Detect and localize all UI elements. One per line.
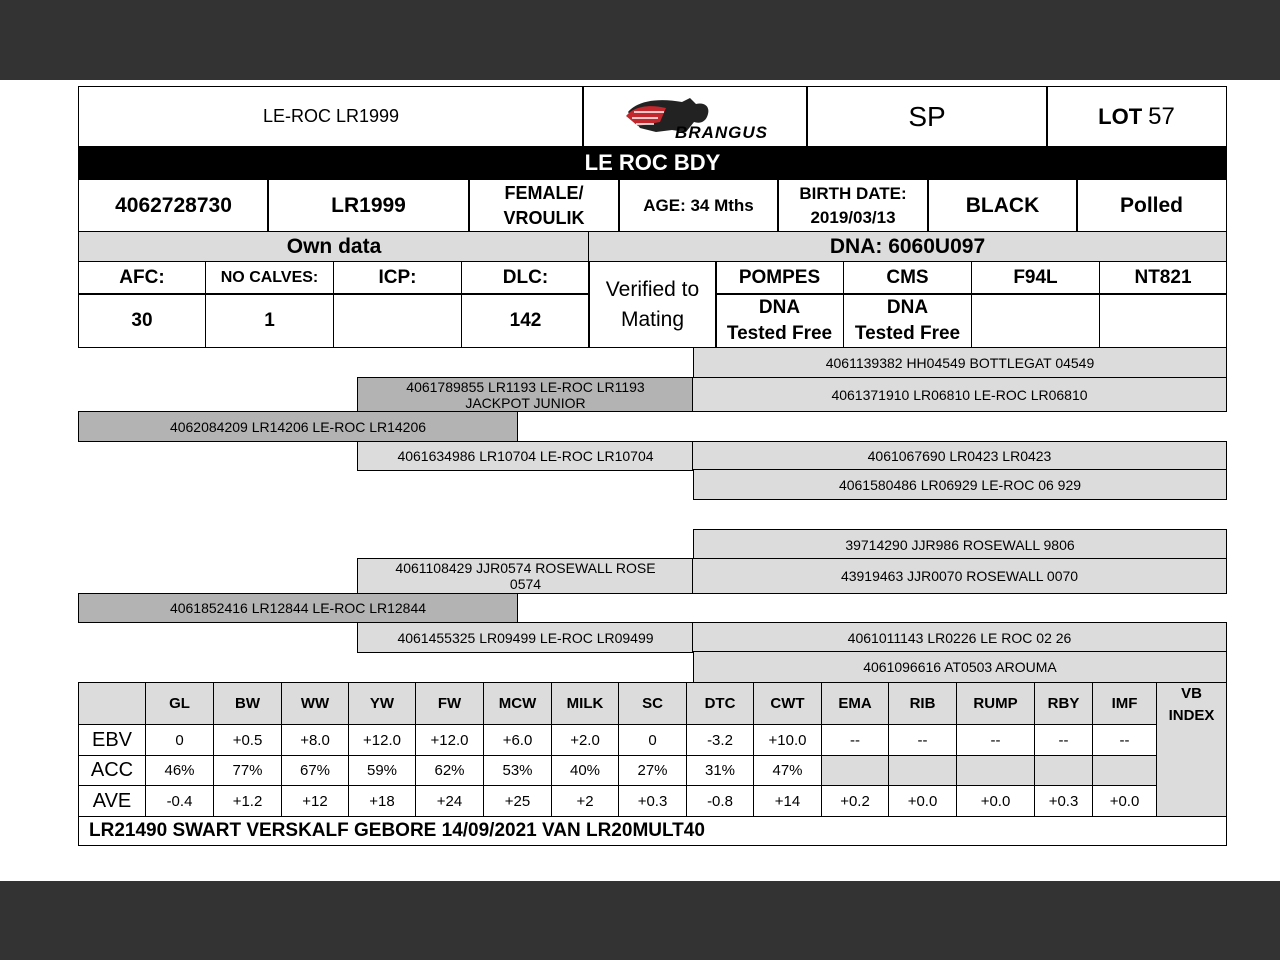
ebv-cell: 40%: [551, 755, 619, 786]
sex: FEMALE/ VROULIK: [468, 179, 620, 232]
ebv-cell: -3.2: [686, 724, 754, 756]
ebv-cell: +12.0: [348, 724, 416, 756]
pedigree-sire-dam: 4061634986 LR10704 LE-ROC LR10704: [357, 441, 694, 471]
ebv-cell: +2.0: [551, 724, 619, 756]
dna-heading: DNA: 6060U097: [588, 231, 1227, 262]
page-title: LE ROC BDY: [78, 146, 1227, 180]
own-data-value: 142: [461, 293, 590, 348]
lot-box: [1046, 86, 1227, 147]
ebv-cell: +24: [415, 785, 484, 817]
ebv-cell: +6.0: [483, 724, 552, 756]
ebv-cell: -0.8: [686, 785, 754, 817]
ebv-column-header: VB INDEX: [1156, 682, 1227, 817]
ebv-row-label: AVE: [78, 785, 146, 817]
ebv-cell: 47%: [753, 755, 822, 786]
pedigree-sire: 4062084209 LR14206 LE-ROC LR14206: [78, 411, 518, 442]
registration-number: LR1999: [267, 179, 470, 232]
ebv-cell: [956, 755, 1035, 786]
ebv-cell: +0.2: [821, 785, 889, 817]
dna-test-result: [1099, 293, 1227, 348]
dna-test-name: NT821: [1099, 261, 1227, 295]
ebv-cell: +14: [753, 785, 822, 817]
ebv-column-header: EMA: [821, 682, 889, 725]
ebv-cell: 0: [145, 724, 214, 756]
bull-logo-icon: [620, 92, 770, 142]
ebv-cell: --: [888, 724, 957, 756]
pedigree-dd-dam: 4061096616 AT0503 AROUMA: [693, 651, 1227, 683]
catalogue-page: [0, 80, 1280, 881]
birth-date: BIRTH DATE: 2019/03/13: [777, 179, 929, 232]
ebv-column-header: GL: [145, 682, 214, 725]
ebv-column-header: MILK: [551, 682, 619, 725]
ebv-cell: 46%: [145, 755, 214, 786]
ebv-cell: +18: [348, 785, 416, 817]
ebv-cell: +0.3: [618, 785, 687, 817]
ebv-row-label: ACC: [78, 755, 146, 786]
ebv-cell: +2: [551, 785, 619, 817]
lot-label: LOT: [1098, 103, 1143, 129]
age: AGE: 34 Mths: [618, 179, 779, 232]
lot-number: 57: [1148, 102, 1175, 130]
dna-test-result: [971, 293, 1100, 348]
pedigree-dam: 4061852416 LR12844 LE-ROC LR12844: [78, 593, 518, 623]
ebv-cell: +0.3: [1034, 785, 1093, 817]
ebv-column-header: CWT: [753, 682, 822, 725]
ebv-cell: --: [821, 724, 889, 756]
ebv-cell: [1092, 755, 1157, 786]
ebv-column-header: IMF: [1092, 682, 1157, 725]
ebv-cell: +0.0: [956, 785, 1035, 817]
logo-text: BRANGUS: [675, 122, 768, 142]
ebv-cell: 53%: [483, 755, 552, 786]
ebv-column-header: BW: [213, 682, 282, 725]
pedigree-ds-dam: 43919463 JJR0070 ROSEWALL 0070: [692, 558, 1227, 594]
ebv-cell: --: [1034, 724, 1093, 756]
pedigree-ss-sire: 4061139382 HH04549 BOTTLEGAT 04549: [693, 347, 1227, 378]
ebv-cell: 59%: [348, 755, 416, 786]
ebv-column-header: SC: [618, 682, 687, 725]
ebv-corner: [78, 682, 146, 725]
pedigree-sd-sire: 4061067690 LR0423 LR0423: [692, 441, 1227, 471]
ebv-cell: +12: [281, 785, 349, 817]
ebv-cell: --: [1092, 724, 1157, 756]
ebv-cell: 77%: [213, 755, 282, 786]
pedigree-dam-dam: 4061455325 LR09499 LE-ROC LR09499: [357, 622, 694, 653]
footer-note: LR21490 SWART VERSKALF GEBORE 14/09/2021 VAN LR20MULT40: [78, 816, 1227, 846]
dna-test-name: CMS: [843, 261, 972, 295]
ebv-cell: +8.0: [281, 724, 349, 756]
ebv-cell: +0.0: [888, 785, 957, 817]
own-data-label: ICP:: [333, 261, 462, 295]
pedigree-dd-sire: 4061011143 LR0226 LE ROC 02 26: [692, 622, 1227, 653]
ebv-cell: [821, 755, 889, 786]
ebv-cell: 67%: [281, 755, 349, 786]
dna-test-name: POMPES: [715, 261, 844, 295]
ebv-cell: 31%: [686, 755, 754, 786]
ebv-column-header: WW: [281, 682, 349, 725]
id-number: 4062728730: [78, 179, 269, 232]
pedigree-ds-sire: 39714290 JJR986 ROSEWALL 9806: [693, 529, 1227, 560]
own-data-value: [333, 293, 462, 348]
grade: SP: [806, 86, 1048, 147]
ebv-column-header: RIB: [888, 682, 957, 725]
ebv-column-header: DTC: [686, 682, 754, 725]
ebv-column-header: FW: [415, 682, 484, 725]
dna-test-result: DNA Tested Free: [843, 293, 972, 348]
ebv-cell: +12.0: [415, 724, 484, 756]
pedigree-sd-dam: 4061580486 LR06929 LE-ROC 06 929: [693, 469, 1227, 500]
ebv-column-header: MCW: [483, 682, 552, 725]
ebv-cell: +1.2: [213, 785, 282, 817]
ebv-cell: 27%: [618, 755, 687, 786]
own-data-label: DLC:: [461, 261, 590, 295]
ebv-cell: [888, 755, 957, 786]
pedigree-sire-sire: 4061789855 LR1193 LE-ROC LR1193 JACKPOT JUNIOR: [357, 377, 694, 412]
brangus-logo: [582, 86, 808, 147]
own-data-heading: Own data: [78, 231, 590, 262]
ebv-cell: +10.0: [753, 724, 822, 756]
ebv-cell: +25: [483, 785, 552, 817]
ebv-cell: --: [956, 724, 1035, 756]
animal-name: LE-ROC LR1999: [78, 86, 584, 147]
own-data-value: 30: [78, 293, 206, 348]
ebv-column-header: YW: [348, 682, 416, 725]
colour: BLACK: [927, 179, 1078, 232]
ebv-row-label: EBV: [78, 724, 146, 756]
ebv-column-header: RUMP: [956, 682, 1035, 725]
dna-test-name: F94L: [971, 261, 1100, 295]
ebv-cell: 0: [618, 724, 687, 756]
pedigree-dam-sire: 4061108429 JJR0574 ROSEWALL ROSE 0574: [357, 558, 694, 594]
horn-status: Polled: [1076, 179, 1227, 232]
ebv-cell: -0.4: [145, 785, 214, 817]
verified-to-mating: Verified to Mating: [588, 261, 717, 348]
ebv-cell: +0.0: [1092, 785, 1157, 817]
own-data-label: AFC:: [78, 261, 206, 295]
dna-test-result: DNA Tested Free: [715, 293, 844, 348]
own-data-value: 1: [205, 293, 334, 348]
pedigree-ss-dam: 4061371910 LR06810 LE-ROC LR06810: [692, 377, 1227, 412]
ebv-column-header: RBY: [1034, 682, 1093, 725]
ebv-cell: 62%: [415, 755, 484, 786]
ebv-cell: [1034, 755, 1093, 786]
own-data-label: NO CALVES:: [205, 261, 334, 295]
ebv-cell: +0.5: [213, 724, 282, 756]
